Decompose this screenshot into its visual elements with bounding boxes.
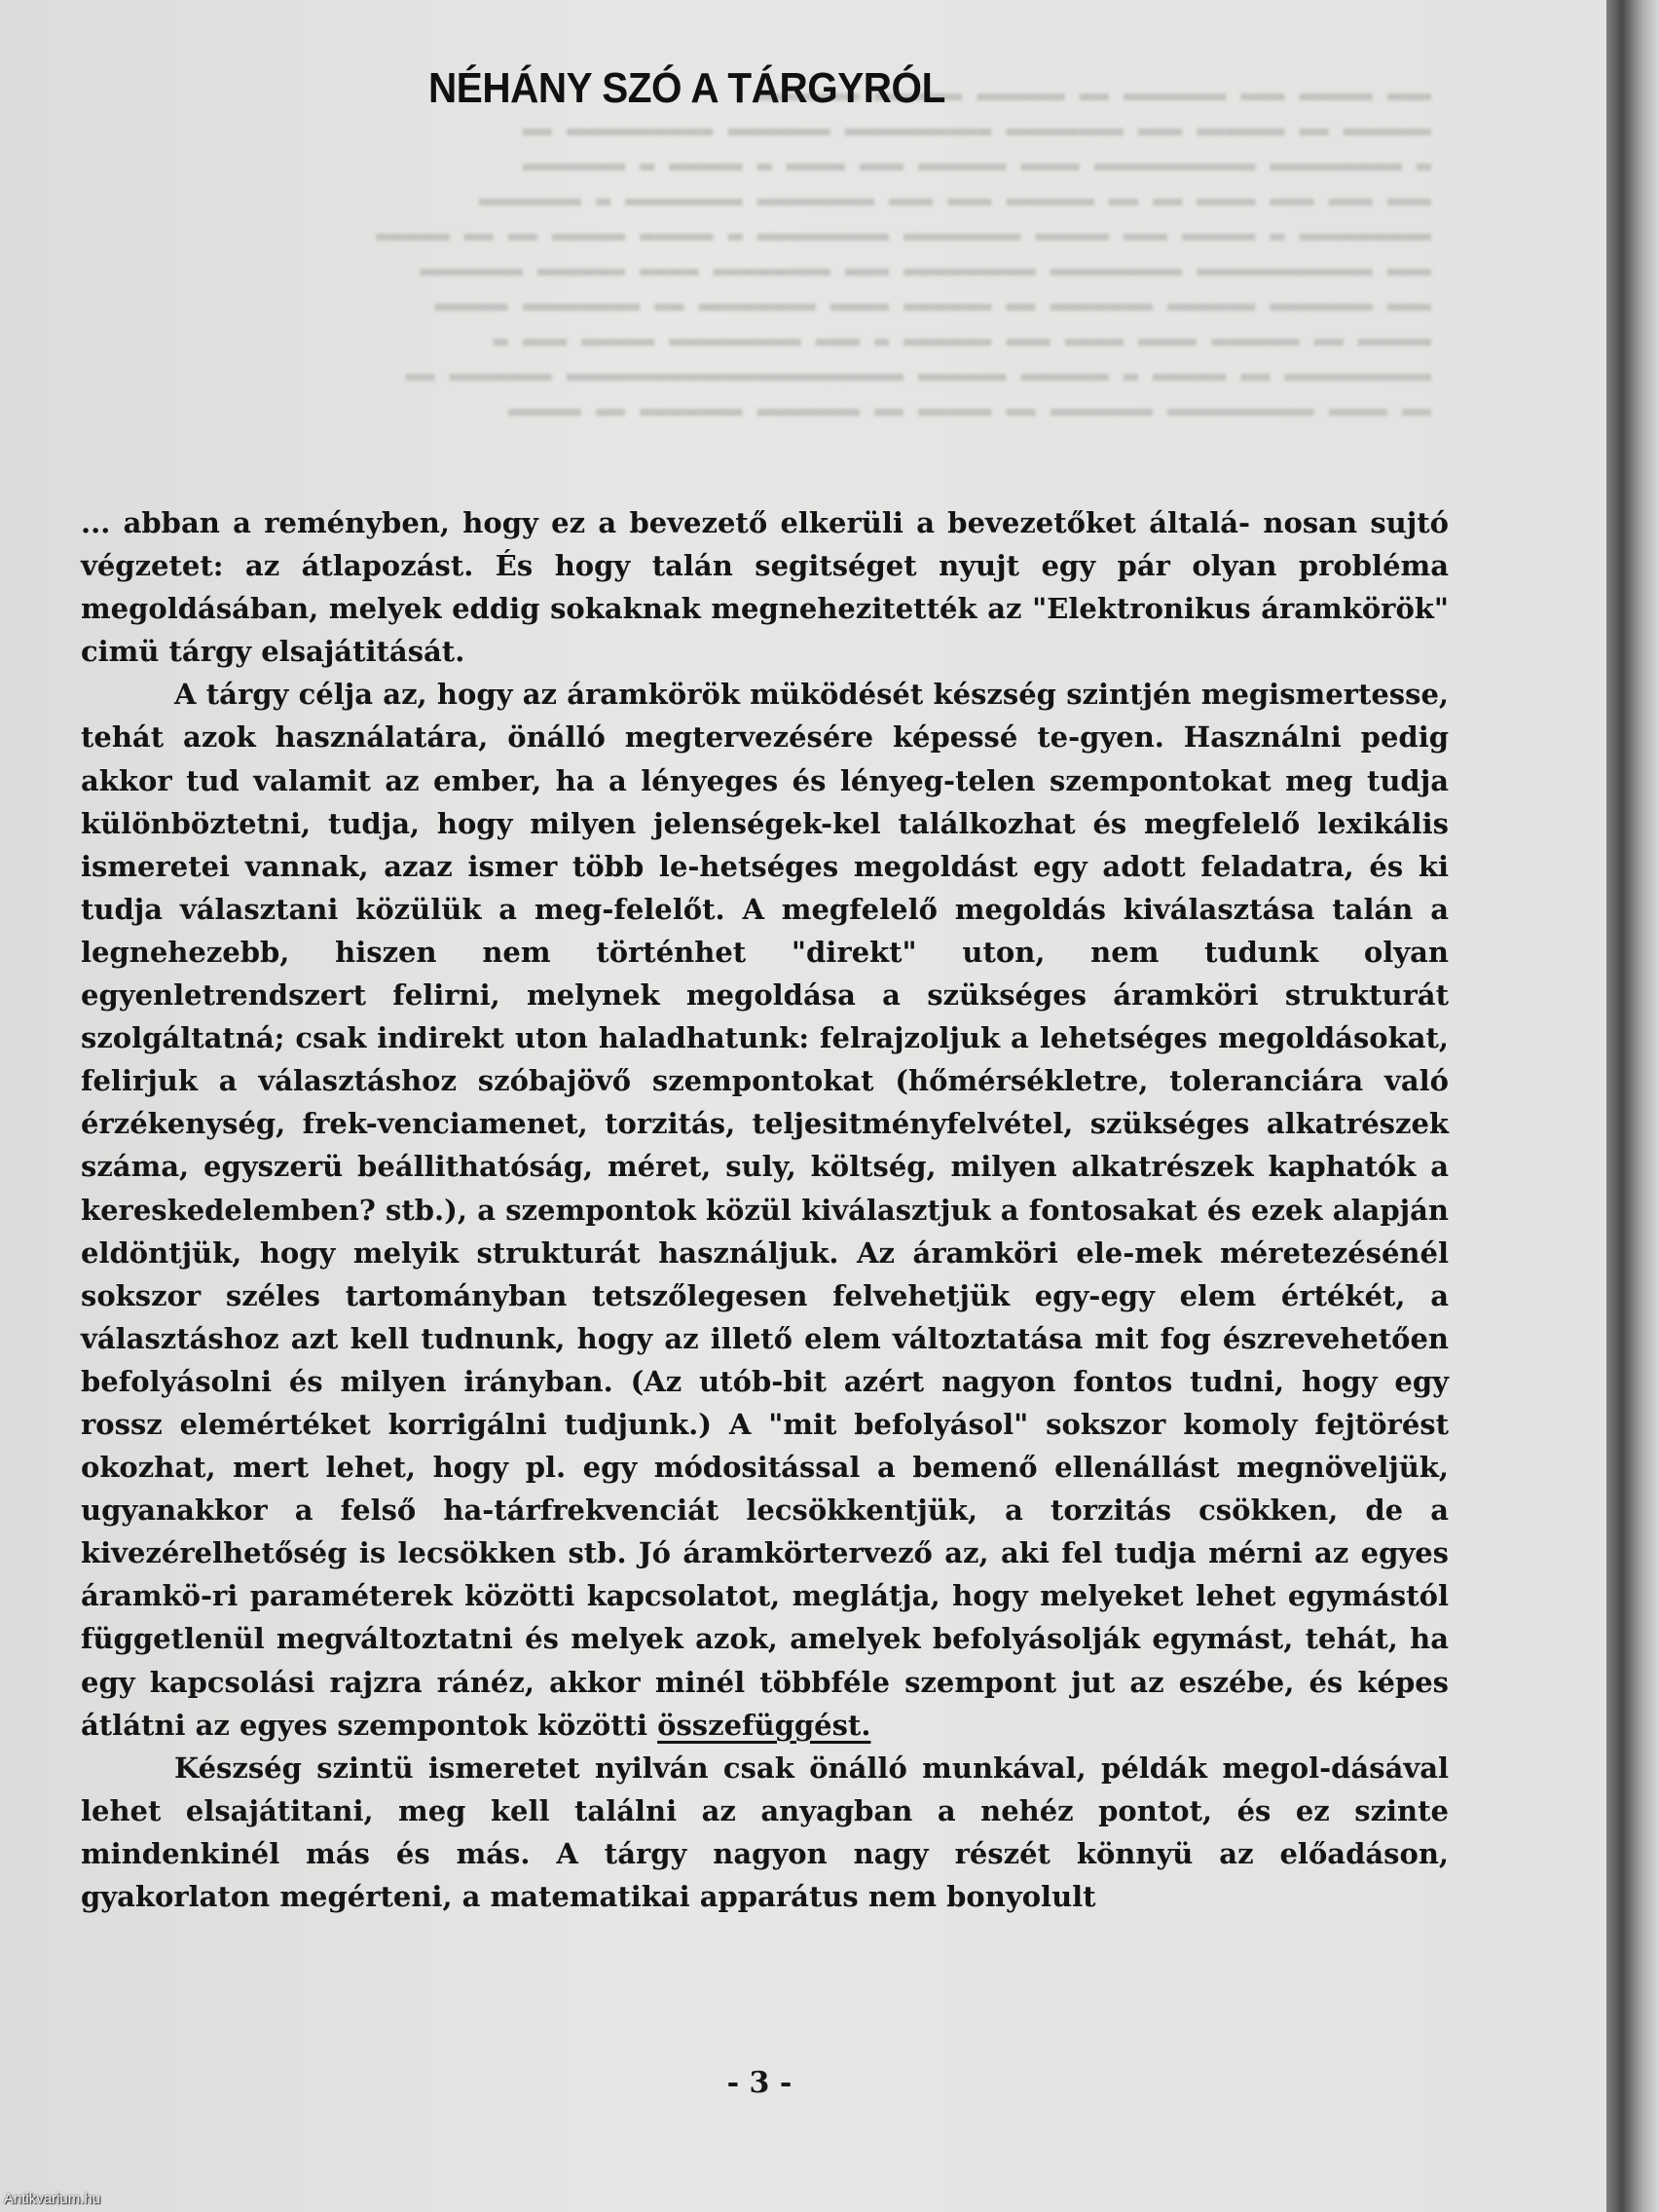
- bleed-through-text: ▬▬▬ ▬▬▬▬▬ ▬▬▬ ▬▬▬▬▬▬▬ ▬▬ ▬▬▬▬▬▬ ▬▬▬▬▬▬ ▬▬▬▬▬▬▬ ▬▬▬▬▬▬ ▬▬ ▬▬▬▬▬▬ ▬▬▬ ▬▬▬▬▬▬▬▬ ▬▬▬▬▬▬▬▬▬▬ ▬▬▬▬▬▬▬ ▬▬▬▬▬▬▬▬▬▬ ▬▬ ▬ ▬▬▬▬▬▬▬▬▬ ▬▬▬▬▬▬▬▬▬▬▬ ▬▬▬▬ ▬▬▬▬▬▬ ▬▬▬ ▬▬▬▬ ▬ ▬▬▬▬▬ ▬ ▬▬▬▬▬▬▬ ▬▬▬ ▬▬▬ ▬▬▬ ▬▬▬▬ ▬▬ ▬▬ ▬▬▬▬▬▬ ▬▬▬ ▬▬▬ ▬▬▬▬▬▬▬▬ ▬▬▬▬▬▬▬▬ ▬ ▬▬▬▬▬▬▬ ▬▬▬▬▬▬▬▬▬ ▬ ▬▬▬▬▬ ▬▬▬ ▬▬▬▬▬ ▬▬▬▬▬▬▬▬ ▬▬▬▬▬▬▬▬▬ ▬ ▬▬▬▬▬ ▬▬▬▬▬ ▬▬ ▬▬ ▬▬▬▬▬ ▬▬▬ ▬▬▬▬▬▬▬▬▬▬▬▬ ▬▬▬▬▬▬▬▬▬ ▬▬▬▬▬▬▬▬▬ ▬▬▬ ▬▬▬▬▬▬▬▬ ▬▬▬▬ ▬▬▬▬▬▬ ▬▬▬▬▬▬▬ ▬▬▬ ▬▬▬▬▬▬▬ ▬▬▬▬▬▬ ▬▬▬▬▬▬▬ ▬▬ ▬▬▬▬▬▬ ▬▬▬▬ ▬▬▬▬▬▬▬▬ ▬▬ ▬▬▬▬▬▬▬▬ ▬▬▬▬▬ ▬▬▬▬▬ ▬▬ ▬▬▬▬▬▬ ▬▬▬▬ ▬▬▬▬ ▬▬▬ ▬▬▬▬▬▬ ▬ ▬▬▬ ▬▬▬▬▬▬▬▬▬ ▬▬▬▬▬ ▬▬▬ ▬ ▬▬▬▬▬▬▬▬▬▬ ▬▬ ▬▬▬▬▬ ▬ ▬▬▬▬▬▬ ▬▬▬▬▬▬ ▬▬▬▬▬▬▬▬▬▬▬▬▬▬▬▬▬▬▬▬▬▬▬ ▬▬▬▬▬▬▬ ▬▬ ▬▬ ▬▬▬▬ ▬▬▬▬▬▬▬▬▬▬ ▬▬▬▬▬▬▬ ▬▬ ▬▬▬▬▬ ▬▬ ▬▬▬▬▬▬▬ ▬▬▬▬▬▬▬ ▬▬ ▬▬▬▬▬: [376, 81, 1431, 424]
- paragraph-1-first-line: ... abban a reményben, hogy ez a bevezető elkerüli a bevezetőket általá-: [81, 506, 1251, 539]
- paragraph-3-text: Készség szintü ismeretet nyilván csak önálló munkával, példák megol-dásával lehet elsajátitani, meg kell találni az anyagban a nehéz pontot, és ez szinte mindenkinél más és más. A tárgy nagyon nagy részét könnyü az előadáson, gyakorlaton megérteni, a matematikai apparátus nem bonyolult: [81, 1751, 1449, 1913]
- paragraph-2-text: A tárgy célja az, hogy az áramkörök müködését készség szintjén megismertesse, tehát azok használatára, önálló megtervezésére képessé te-gyen. Használni pedig akkor tud valamit az ember, ha a lényeges és lényeg-telen szempontokat meg tudja különböztetni, tudja, hogy milyen jelenségek-kel találkozhat és megfelelő lexikális ismeretei vannak, azaz ismer több le-hetséges megoldást egy adott feladatra, és ki tudja választani közülük a meg-felelőt. A megfelelő megoldás kiválasztása talán a legnehezebb, hiszen nem történhet "direkt" uton, nem tudunk olyan egyenletrendszert felirni, melynek megoldása a szükséges áramköri strukturát szolgáltatná; csak indirekt uton haladhatunk: felrajzoljuk a lehetséges megoldásokat, felirjuk a választáshoz szóbajövő szempontokat (hőmérsékletre, toleranciára való érzékenység, frek-venciamenet, torzitás, teljesitményfelvétel, szükséges alkatrészek száma, egyszerü beállithatóság, méret, suly, költség, milyen alkatrészek kaphatók a kereskedelemben? stb.), a szempontok közül kiválasztjuk a fontosakat és ezek alapján eldöntjük, hogy melyik strukturát használjuk. Az áramköri ele-mek méretezésénél sokszor széles tartományban tetszőlegesen felvehetjük egy-egy elem értékét, a választáshoz azt kell tudnunk, hogy az illető elem változtatása mit fog észrevehetően befolyásolni és milyen irányban. (Az utób-bit azért nagyon fontos tudni, hogy egy rossz elemértéket korrigálni tudjunk.) A "mit befolyásol" sokszor komoly fejtörést okozhat, mert lehet, hogy pl. egy módositással a bemenő ellenállást megnöveljük, ugyanakkor a felső ha-tárfrekvenciát lecsökkentjük, a torzitás csökken, de a kivezérelhetőség is lecsökken stb. Jó áramkörtervező az, aki fel tudja mérni az egyes áramkö-ri paraméterek közötti kapcsolatot, meglátja, hogy melyeket lehet egymástól függetlenül megváltoztatni és melyek azok, amelyek befolyásolják egymást, tehát, ha egy kapcsolási rajzra ránéz, akkor minél többféle szempont jut az eszébe, és képes átlátni az egyes szempontok közötti: [81, 678, 1449, 1742]
- underlined-word: összefüggést.: [657, 1708, 871, 1742]
- body-text: [81, 501, 1449, 1918]
- paragraph-3: [81, 1747, 1449, 1918]
- paragraph-1: [81, 501, 1449, 673]
- page-edge-shadow: [1606, 0, 1659, 2212]
- watermark: Antikvarium.hu: [4, 2191, 101, 2207]
- page-title: NÉHÁNY SZÓ A TÁRGYRÓL: [428, 64, 945, 112]
- paragraph-1-rest: nosan sujtó végzetet: az átlapozást. És hogy talán segitséget nyujt egy pár olyan probléma megoldásában, melyek eddig sokaknak megnehezitették az "Elektronikus áramkörök" cimü tárgy elsajátitását.: [81, 506, 1449, 669]
- page-number: - 3 -: [726, 2066, 793, 2100]
- paragraph-2: [81, 673, 1449, 1746]
